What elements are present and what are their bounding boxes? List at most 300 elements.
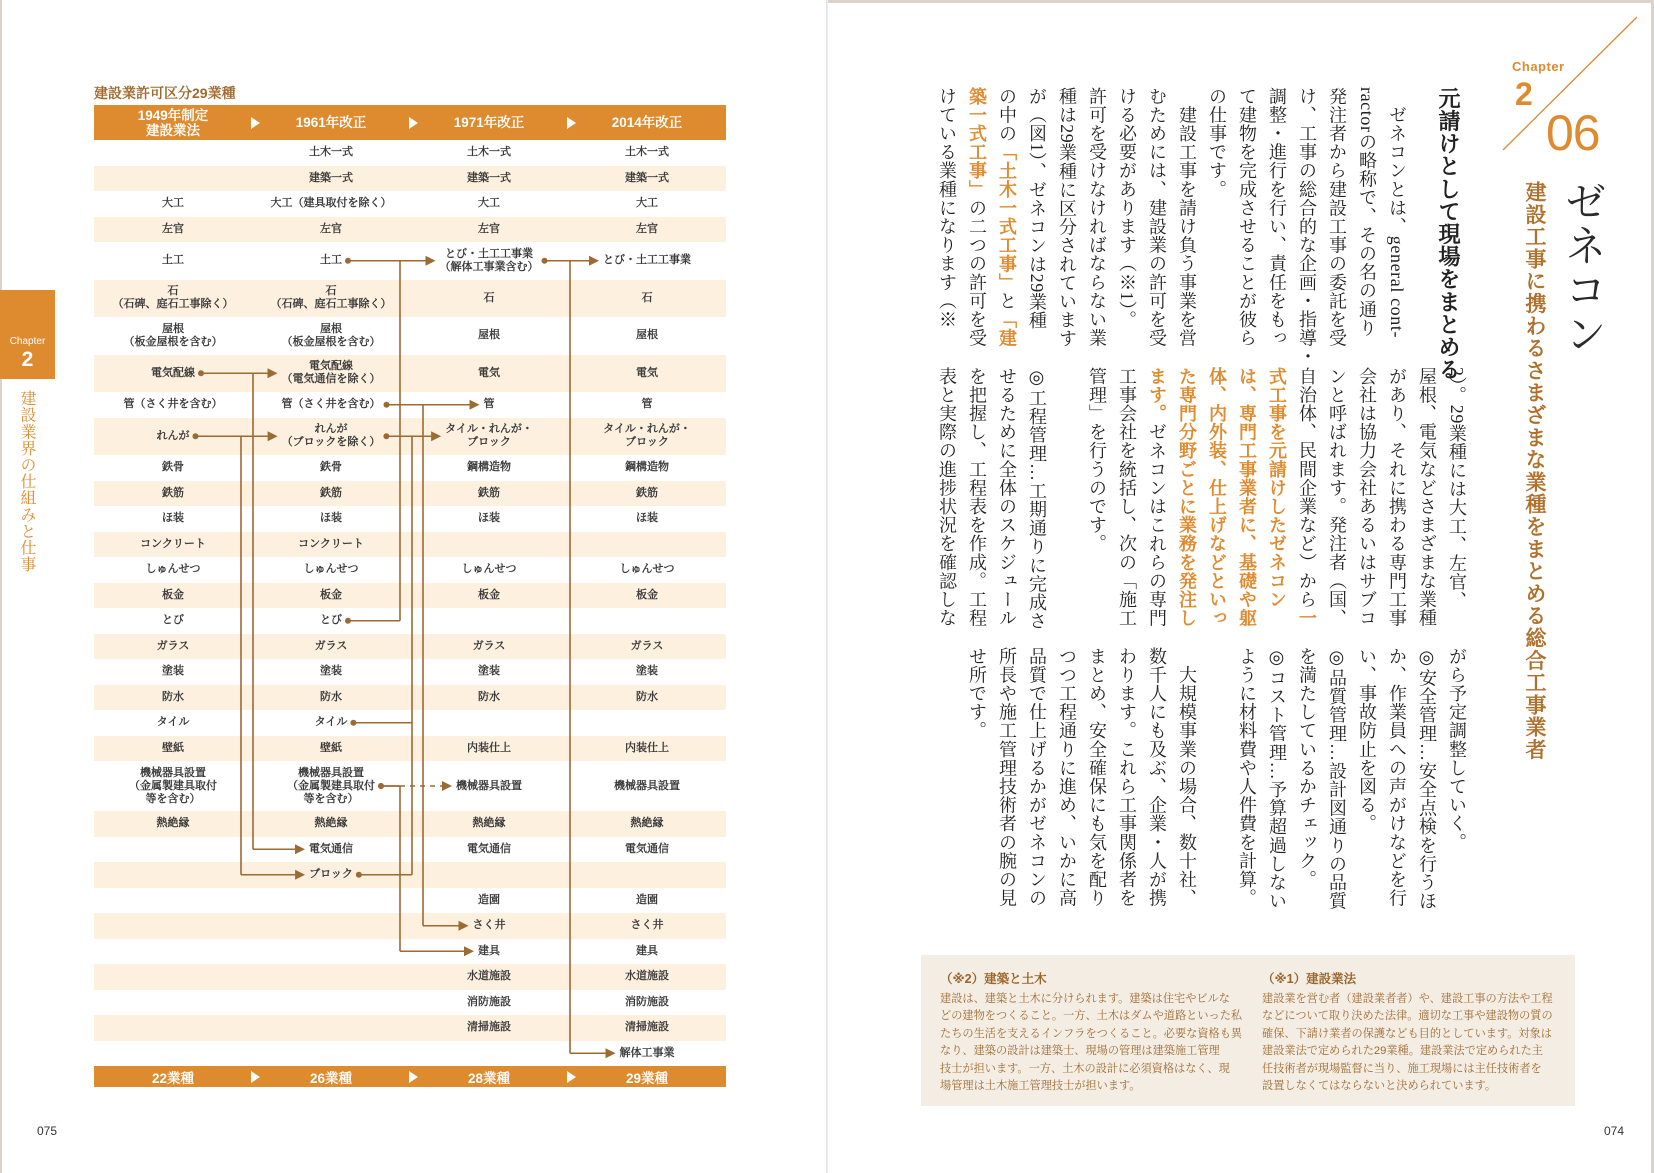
body-text: まとめ、安全確保にも気を配り [1087, 647, 1107, 908]
cell-text: 解体工事業 [619, 1046, 675, 1059]
cell-text: 防水 [478, 690, 500, 703]
table-cell [94, 140, 252, 166]
table-cell [410, 811, 568, 837]
cell-text: 大工 [636, 197, 658, 210]
cell-text: 建具 [478, 944, 500, 957]
cell-text: 鉄骨 [162, 461, 184, 474]
footnote-line: 建設は、建築と土木に分けられます。建築は住宅やビルな [940, 993, 1230, 1005]
table-cell [94, 217, 252, 243]
body-text: い、事故防止を図る。 [1357, 647, 1377, 833]
cell-text: 消防施設 [467, 995, 511, 1008]
table-row [94, 634, 726, 660]
cell-text: 石 [641, 291, 653, 304]
chapter-tab-label: Chapter [9, 336, 46, 347]
cell-text: 屋根 （板金屋根を含む） [281, 322, 381, 348]
body-text: 数千人にも及ぶ、企業・人が携 [1147, 647, 1167, 908]
cell-text: れんが [156, 429, 190, 442]
text-column [1442, 367, 1472, 632]
table-cell [252, 166, 410, 192]
chapter-tab-number: 2 [21, 348, 34, 371]
table-cell [410, 242, 568, 280]
table-row [94, 242, 726, 280]
table-row [94, 888, 726, 914]
table-cell [568, 140, 726, 166]
cell-text: さく井 [630, 919, 664, 932]
text-column [1022, 87, 1052, 352]
table-row [94, 862, 726, 888]
table-row [94, 710, 726, 736]
cell-text: 熱絶縁 [630, 817, 664, 830]
cell-text: 造園 [478, 893, 500, 906]
body-text: 許可を受けなければならない業 [1087, 87, 1107, 348]
cell-text: タイル・れんが・ ブロック [445, 423, 533, 449]
footnotes-box [921, 955, 1575, 1106]
table-cell [252, 659, 410, 685]
text-column [1022, 647, 1052, 912]
table-row [94, 811, 726, 837]
highlight-text: ます。 [1147, 367, 1167, 423]
table-row [94, 913, 726, 939]
cell-text: 機械器具設置 [456, 779, 522, 792]
arrow-right-icon [251, 1071, 260, 1083]
cell-text: 建具 [636, 944, 658, 957]
footnote-kensetsugyo-ho [1262, 969, 1553, 1095]
footnote-line: 設置しなくてはならないと決められています。 [1262, 1080, 1497, 1093]
arrow-right-icon [567, 117, 576, 129]
table-cell [410, 862, 568, 888]
highlight-text: 一 [1297, 608, 1317, 628]
table-cell [568, 317, 726, 355]
table-cell [568, 990, 726, 1016]
body-text: ◎品質管理…設計図通りの品質 [1327, 647, 1347, 911]
body-text: ンと呼ばれます。発注者（国、 [1327, 367, 1347, 628]
body-text: 表と実際の進捗状況を確認しな [937, 367, 957, 628]
body-text: がら予定調整していく。 [1447, 647, 1467, 852]
text-column [962, 87, 992, 352]
table-cell [568, 217, 726, 243]
text-column [1112, 647, 1142, 912]
text-column [1262, 367, 1292, 632]
table-row [94, 280, 726, 318]
table-cell [410, 392, 568, 418]
cell-text: 管（さく井を含む） [281, 398, 381, 411]
table-cell [568, 964, 726, 990]
table-row [94, 685, 726, 711]
body-text: むためには、建設業の許可を受 [1147, 87, 1167, 348]
text-column [962, 647, 992, 912]
cell-text: 土木一式 [309, 146, 353, 159]
cell-text: 電気通信 [467, 842, 511, 855]
footnote-line: などについて取り決めた法律。適切な工事や建設物の質の [1262, 1010, 1553, 1023]
text-column [1202, 647, 1232, 912]
cell-text: 屋根 （板金屋根を含む） [123, 322, 223, 348]
text-column [1292, 87, 1322, 366]
cell-text: 大工 [478, 197, 500, 210]
cell-text: 土工 [320, 254, 342, 267]
highlight-text: 築一式工事」 [967, 87, 987, 199]
badge-chapter-number: 2 [1515, 76, 1533, 112]
table-cell [568, 939, 726, 965]
table-row [94, 557, 726, 583]
body-text: を把握し、工程表を作成。工程 [967, 367, 987, 628]
body-text: か、作業員への声がけなどを行 [1387, 647, 1407, 908]
table-cell [94, 583, 252, 609]
footnote-line: 建設業法で定められた29業種。建設業法で定められた主 [1262, 1045, 1543, 1058]
text-column [1352, 87, 1382, 352]
table-cell [252, 140, 410, 166]
table-row [94, 166, 726, 192]
table-row [94, 355, 726, 393]
cell-text: 左官 [478, 222, 500, 235]
table-cell [94, 317, 252, 355]
cell-text: 建築一式 [309, 171, 353, 184]
table-cell [94, 862, 252, 888]
highlight-text: 式工事を元請けしたゼネコン [1267, 367, 1287, 609]
text-column [932, 367, 962, 632]
table-cell [252, 990, 410, 1016]
text-column [1172, 647, 1202, 912]
footnote-line: 確保、下請け業者の保護なども目的としています。対象は [1262, 1027, 1552, 1040]
table-row [94, 481, 726, 507]
body-text: 自治体、民間企業など）から [1297, 367, 1317, 609]
cell-text: 壁紙 [320, 741, 342, 754]
cell-text: とび・土工工事業 （解体工事業含む） [439, 247, 539, 273]
table-cell [252, 634, 410, 660]
table-cell [568, 811, 726, 837]
text-column [1142, 367, 1172, 632]
cell-text: 電気配線 [151, 366, 195, 379]
table-cell [568, 634, 726, 660]
total-0: 22業種 [151, 1070, 195, 1086]
table-cell [94, 392, 252, 418]
text-column [1172, 87, 1202, 352]
table-cell [252, 583, 410, 609]
body-text: ◎工程管理…工期通りに完成さ [1027, 367, 1047, 631]
text-column [1292, 367, 1322, 632]
text-column [1232, 647, 1262, 912]
chapter-tab [0, 290, 55, 379]
text-column [992, 87, 1022, 352]
table-cell [252, 191, 410, 217]
table-row [94, 455, 726, 481]
text-column [1202, 87, 1232, 352]
table-cell [568, 557, 726, 583]
text-column [1262, 647, 1292, 912]
cell-text: さく井 [472, 919, 506, 932]
table-cell [568, 355, 726, 393]
body-text-tier-2 [932, 367, 1472, 632]
cell-text: 機械器具設置 （金属製建具取付 等を含む） [287, 766, 375, 805]
cell-text: 機械器具設置 [614, 779, 680, 792]
body-text: の仕事です。 [1207, 87, 1227, 199]
text-column [1292, 647, 1322, 912]
table-cell [94, 685, 252, 711]
cell-text: 鉄筋 [478, 486, 500, 499]
cell-text: ガラス [472, 639, 506, 652]
table-cell [410, 710, 568, 736]
footnote-line: 建設業を営む者（建設業者者）や、建設工事の方法や工程 [1262, 993, 1553, 1005]
body-text: 発注者から建設工事の委託を受 [1327, 87, 1347, 348]
table-cell [252, 888, 410, 914]
table-cell [568, 583, 726, 609]
text-column [962, 367, 992, 632]
cell-text: 清掃施設 [625, 1021, 669, 1034]
arrow-right-icon [567, 1071, 576, 1083]
table-cell [568, 532, 726, 558]
table-row [94, 1041, 726, 1067]
table-footer-totals [94, 1066, 726, 1087]
text-column [1352, 367, 1382, 632]
table-cell [94, 761, 252, 811]
table-cell [568, 888, 726, 914]
table-cell [94, 557, 252, 583]
table-cell [410, 608, 568, 634]
table-cell [410, 634, 568, 660]
text-column [1112, 87, 1142, 352]
table-cell [94, 888, 252, 914]
table-cell [568, 659, 726, 685]
table-cell [410, 481, 568, 507]
body-text: 建設工事を請け負う事業を営 [1177, 87, 1197, 348]
page-title: ゼネコン [1560, 180, 1607, 356]
cell-text: 建築一式 [467, 171, 511, 184]
body-text: を満たしているかチェック。 [1297, 647, 1317, 889]
table-row [94, 837, 726, 863]
table-cell [252, 280, 410, 318]
cell-text: コンクリート [298, 537, 364, 550]
table-cell [94, 166, 252, 192]
body-text: 2）。29業種には大工、左官、 [1447, 367, 1467, 610]
table-cell [410, 659, 568, 685]
table-cell [94, 355, 252, 393]
highlight-text: 「土木一式工事」 [997, 142, 1017, 292]
cell-text: 造園 [636, 893, 658, 906]
text-column [1322, 647, 1352, 912]
body-text: 管理」を行うのです。 [1087, 367, 1107, 553]
page-number-left: 075 [37, 1124, 58, 1138]
header-1: 1961年改正 [295, 115, 367, 130]
cell-text: ブロック [309, 868, 353, 881]
table-row [94, 506, 726, 532]
table-body [94, 140, 726, 1066]
table-cell [410, 583, 568, 609]
total-1: 26業種 [309, 1070, 353, 1086]
table-cell [94, 634, 252, 660]
body-text: 所長や施工管理技術者の腕の見 [997, 647, 1017, 908]
table-row [94, 761, 726, 811]
table-cell [252, 532, 410, 558]
cell-text: 機械器具設置 （金属製建具取付 等を含む） [129, 766, 217, 805]
cell-text: 壁紙 [162, 741, 184, 754]
table-cell [94, 418, 252, 456]
cell-text: 鉄骨 [320, 461, 342, 474]
body-text: 工事会社を統括し、次の「施工 [1117, 367, 1137, 628]
cell-text: 電気配線 （電気通信を除く） [281, 360, 381, 386]
table-cell [94, 811, 252, 837]
cell-text: れんが （ブロックを除く） [281, 423, 381, 449]
cell-text: 板金 [636, 588, 658, 601]
body-text: わります。これら工事関係者を [1117, 647, 1137, 908]
footnote-line: なり、建築の設計は建築士、現場の管理は建築施工管理 [940, 1045, 1220, 1058]
table-cell [252, 939, 410, 965]
cell-text: タイル・れんが・ ブロック [603, 423, 691, 449]
text-column [992, 647, 1022, 912]
table-cell [568, 242, 726, 280]
table-cell [252, 242, 410, 280]
arrow-right-icon [409, 1071, 418, 1083]
text-column [1232, 367, 1262, 632]
header-3: 2014年改正 [611, 115, 683, 130]
cell-text: 水道施設 [467, 970, 511, 983]
body-text: 品質で仕上げるかがゼネコンの [1027, 647, 1047, 908]
table-cell [410, 1015, 568, 1041]
table-cell [252, 506, 410, 532]
header-2: 1971年改正 [453, 115, 525, 130]
text-column [1142, 647, 1172, 912]
cell-text: 土木一式 [467, 146, 511, 159]
cell-text: タイル [314, 716, 348, 729]
table-cell [94, 532, 252, 558]
body-text: せ所です。 [967, 647, 987, 740]
table-cell [94, 455, 252, 481]
table-cell [568, 862, 726, 888]
table-cell [568, 481, 726, 507]
text-column [1322, 367, 1352, 632]
cell-text: 電気通信 [309, 842, 353, 855]
body-text: 種は29業種に区分されています [1057, 87, 1077, 348]
table-row [94, 140, 726, 166]
table-cell [94, 1015, 252, 1041]
cell-text: ほ装 [162, 512, 184, 525]
table-cell [252, 217, 410, 243]
table-cell [410, 140, 568, 166]
text-column [992, 367, 1022, 632]
cell-text: 鋼構造物 [625, 461, 669, 474]
cell-text: 塗装 [320, 665, 342, 678]
table-row [94, 659, 726, 685]
table-cell [252, 964, 410, 990]
cell-text: 左官 [320, 222, 342, 235]
cell-text: 内装仕上 [467, 741, 511, 754]
text-column [1382, 367, 1412, 632]
badge-section-number: 06 [1546, 105, 1600, 161]
table-cell [94, 481, 252, 507]
cell-text: 熱絶縁 [314, 817, 348, 830]
cell-text: 電気通信 [625, 842, 669, 855]
table-cell [568, 608, 726, 634]
table-cell [94, 242, 252, 280]
text-column [1052, 87, 1082, 352]
body-text: ractorの略称で、その名の通り [1357, 87, 1377, 338]
text-column [1082, 87, 1112, 352]
table-cell [252, 608, 410, 634]
body-text: ゼネコンとは、general cont- [1387, 87, 1407, 339]
cell-text: 管 [483, 398, 495, 411]
table-cell [410, 166, 568, 192]
text-column [1112, 367, 1142, 632]
cell-text: 防水 [320, 690, 342, 703]
body-text: け、工事の総合的な企画・指導・ [1297, 87, 1317, 366]
cell-text: 屋根 [478, 329, 500, 342]
cell-text: 清掃施設 [467, 1021, 511, 1034]
cell-text: 左官 [162, 222, 184, 235]
table-cell [568, 710, 726, 736]
table-cell [252, 913, 410, 939]
cell-text: 石 （石碑、庭石工事除く） [270, 285, 392, 311]
table-cell [410, 217, 568, 243]
table-cell [410, 532, 568, 558]
table-cell [94, 608, 252, 634]
table-cell [410, 280, 568, 318]
table-cell [252, 1041, 410, 1067]
table-cell [568, 736, 726, 762]
cell-text: 電気 [636, 366, 658, 379]
table-row [94, 964, 726, 990]
table-cell [252, 837, 410, 863]
text-column [1022, 367, 1052, 632]
cell-text: 大工（建具取付を除く） [270, 197, 392, 210]
table-cell [568, 837, 726, 863]
table-cell [568, 392, 726, 418]
table-cell [410, 355, 568, 393]
cell-text: ほ装 [636, 512, 658, 525]
footnote-line: 任技術者が現場監督に当り、施工現場には主任技術者を [1262, 1062, 1542, 1075]
table-row [94, 990, 726, 1016]
cell-text: 板金 [320, 588, 342, 601]
body-text: せるために全体のスケジュール [997, 367, 1017, 628]
cell-text: 左官 [636, 222, 658, 235]
table-cell [94, 1041, 252, 1067]
total-2: 28業種 [467, 1070, 511, 1086]
book-gutter [826, 0, 828, 1173]
cell-text: 塗装 [478, 665, 500, 678]
table-cell [568, 280, 726, 318]
text-column [1412, 367, 1442, 632]
text-column [1382, 647, 1412, 912]
table-cell [252, 685, 410, 711]
cell-text: ほ装 [320, 512, 342, 525]
body-text: 大規模事業の場合、数十社、 [1177, 647, 1197, 908]
body-text: けている業種になります（※ [937, 87, 957, 329]
cell-text: 板金 [162, 588, 184, 601]
cell-text: 鋼構造物 [467, 461, 511, 474]
cell-text: 石 [483, 291, 495, 304]
table-title: 建設業許可区分29業種 [94, 85, 236, 101]
table-cell [252, 392, 410, 418]
body-text: 調整・進行を行い、責任をもっ [1267, 87, 1287, 348]
cell-text: ガラス [156, 639, 190, 652]
cell-text: とび [162, 614, 184, 627]
body-text: 屋根、電気などさまざまな業種 [1417, 367, 1437, 628]
cell-text: 土工 [162, 254, 184, 267]
table-cell [410, 964, 568, 990]
table-cell [410, 506, 568, 532]
body-text: ◎安全管理…安全点検を行うほ [1417, 647, 1437, 911]
cell-text: ガラス [630, 639, 664, 652]
body-text-tier-3 [962, 647, 1472, 912]
body-text: つつ工程通りに進め、いかに高 [1057, 647, 1077, 908]
footnote-title: （※2）建築と土木 [940, 972, 1047, 986]
table-cell [568, 455, 726, 481]
footnote-line: 場管理は土木施工管理技士が担います。 [940, 1080, 1141, 1093]
body-text: ◎コスト管理…予算超過しない [1267, 647, 1287, 911]
text-column [1142, 87, 1172, 352]
table-cell [252, 736, 410, 762]
body-text: ゼネコンはこれらの専門 [1147, 422, 1167, 628]
cell-text: 水道施設 [625, 970, 669, 983]
cell-text: 鉄筋 [636, 486, 658, 499]
table-row [94, 191, 726, 217]
